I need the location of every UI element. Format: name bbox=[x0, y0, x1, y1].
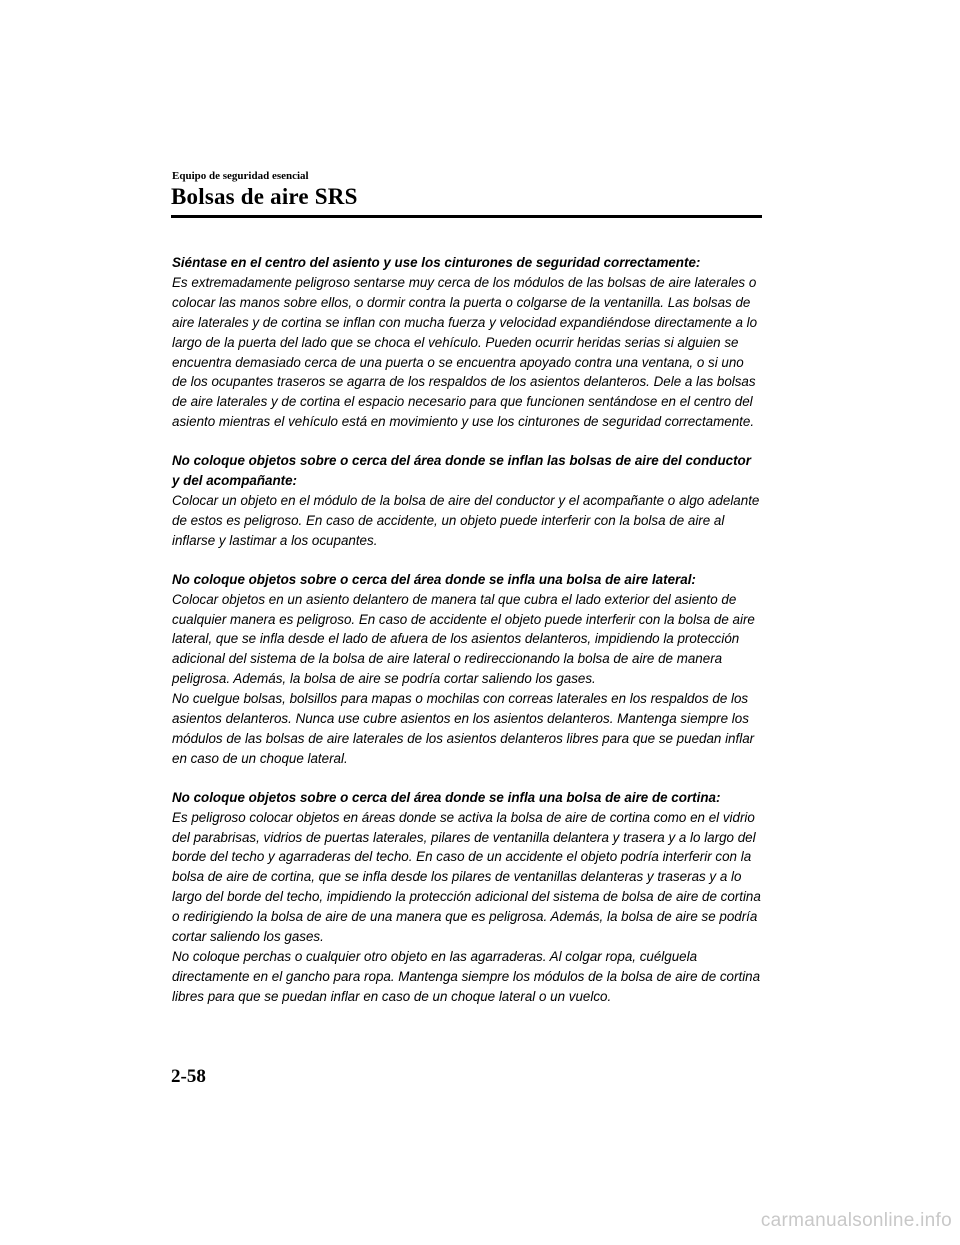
section-label: Equipo de seguridad esencial bbox=[172, 170, 309, 182]
page-title: Bolsas de aire SRS bbox=[171, 184, 358, 209]
block-heading: No coloque objetos sobre o cerca del área donde se infla una bolsa de aire lateral: bbox=[172, 571, 696, 587]
document-body bbox=[172, 253, 762, 1026]
warning-block-front-airbags bbox=[172, 451, 762, 551]
warning-block-curtain-airbag bbox=[172, 788, 762, 1007]
block-paragraph: Colocar un objeto en el módulo de la bolsa de aire del conductor y el acompañante o algo adelante de estos es peligroso. En caso de accidente, un objeto puede interferir con la bolsa de aire al inflarse y lastimar a los ocupantes. bbox=[172, 492, 760, 548]
warning-block-side-airbag bbox=[172, 570, 762, 769]
watermark-text: carmanualsonline.info bbox=[760, 1210, 952, 1231]
block-paragraph: Colocar objetos en un asiento delantero de manera tal que cubra el lado exterior del asiento de cualquier manera es peligroso. En caso de accidente el objeto puede interferir con la bolsa de aire lateral, que se infla desde el lado de afuera de los asientos delanteros, impidiendo la protección adicional del sistema de la bolsa de aire lateral o redireccionando la bolsa de aire de manera peligrosa. Además, la bolsa de aire se podría cortar saliendo los gases. bbox=[172, 591, 755, 687]
block-paragraph: Es peligroso colocar objetos en áreas donde se activa la bolsa de aire de cortina como en el vidrio del parabrisas, vidrios de puertas laterales, pilares de ventanilla delantera y trasera y a lo largo del borde del techo y agarraderas del techo. En caso de un accidente el objeto podría interferir con la bolsa de aire de cortina, que se infla desde los pilares de ventanillas delanteras y traseras y a lo largo del borde del techo, impidiendo la protección adicional del sistema de bolsa de aire de cortina o redirigiendo la bolsa de aire de una manera que es peligrosa. Además, la bolsa de aire se podría cortar saliendo los gases. bbox=[172, 809, 761, 945]
block-heading: Siéntase en el centro del asiento y use los cinturones de seguridad correctamente: bbox=[172, 255, 701, 270]
block-paragraph: No coloque perchas o cualquier otro objeto en las agarraderas. Al colgar ropa, cuélguela directamente en el gancho para ropa. Mantenga siempre los módulos de la bolsa de aire de cortina libres para que se puedan inflar en caso de un choque lateral o un vuelco. bbox=[172, 949, 761, 1004]
header-divider bbox=[171, 215, 762, 218]
warning-block-seating bbox=[172, 253, 762, 432]
block-heading: No coloque objetos sobre o cerca del área donde se infla una bolsa de aire de cortina: bbox=[172, 789, 721, 805]
block-paragraph: No cuelgue bolsas, bolsillos para mapas o mochilas con correas laterales en los respaldos de los asientos delanteros. Nunca use cubre asientos en los asientos delanteros. Mantenga siempre los módulos de las bolsas de aire laterales de los asientos delanteros libres para que se puedan inflar en caso de un choque lateral. bbox=[172, 691, 755, 766]
page-number: 2-58 bbox=[171, 1066, 206, 1087]
block-paragraph: Es extremadamente peligroso sentarse muy cerca de los módulos de las bolsas de aire laterales o colocar las manos sobre ellos, o dormir contra la puerta o colgarse de la ventanilla. Las bolsas de aire laterales y de cortina se inflan con mucha fuerza y velocidad expandiéndose directamente a lo largo de la puerta del lado que se choca el vehículo. Pueden ocurrir heridas serias si alguien se encuentra demasiado cerca de una puerta o se encuentra apoyado contra una ventana, o si uno de los ocupantes traseros se agarra de los respaldos de los asientos delanteros. Dele a las bolsas de aire laterales y de cortina el espacio necesario para que funcionen sentándose en el centro del asiento mientras el vehículo está en movimiento y use los cinturones de seguridad correctamente. bbox=[172, 274, 758, 430]
block-heading: No coloque objetos sobre o cerca del área donde se inflan las bolsas de aire del conductor y del acompañante: bbox=[172, 453, 751, 489]
